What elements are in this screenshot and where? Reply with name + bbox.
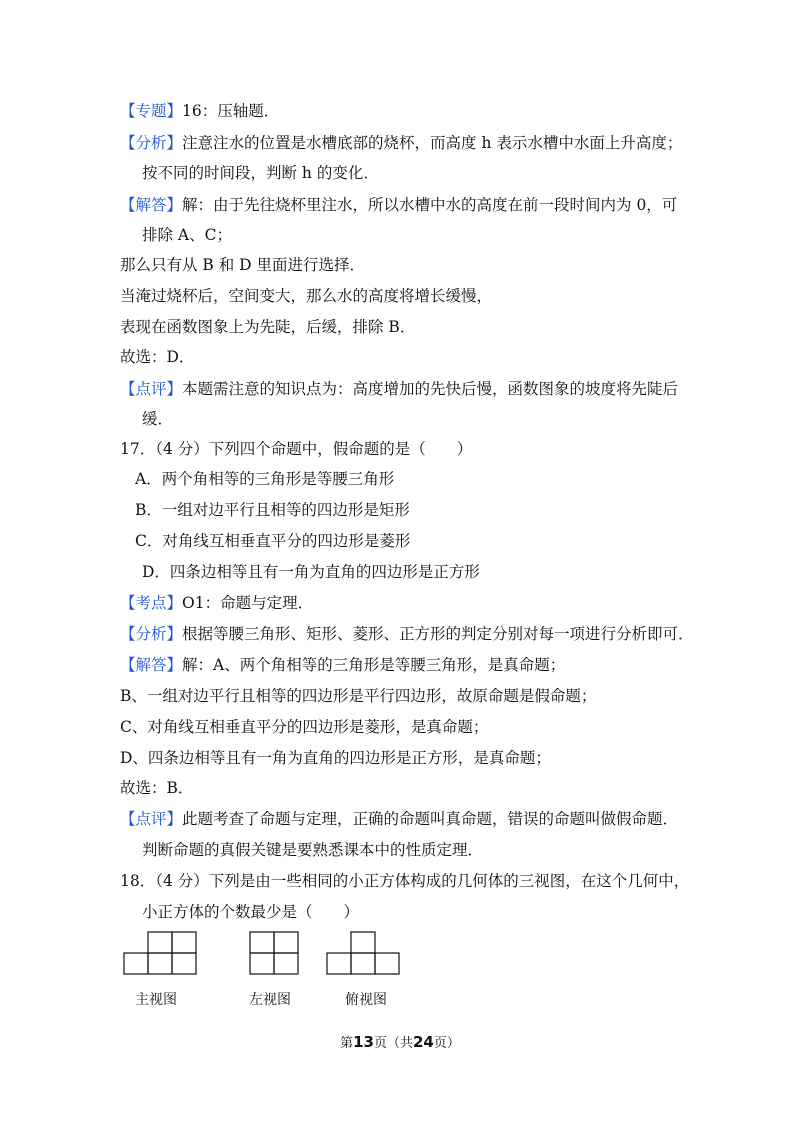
footer-prefix: 第 [340,1036,354,1051]
answer-text: 解：A、两个角相等的三角形是等腰三角形，是真命题； [182,656,566,674]
answer-text: 解：由于先往烧杯里注水，所以水槽中水的高度在前一段时间内为 0，可 [182,196,678,214]
topic-tag: 【专题】 [120,102,183,120]
analysis-line [120,623,694,645]
text-line: B、一组对边平行且相等的四边形是平行四边形，故原命题是假命题； [120,687,597,705]
top-view-figure [325,930,405,976]
left-view-figure [248,930,304,976]
comment-line [120,378,678,400]
footer-mid: 页（共 [373,1036,413,1051]
text-line: D、四条边相等且有一角为直角的四边形是正方形，是真命题； [120,749,551,767]
text-line: 那么只有从 B 和 D 里面进行选择． [120,256,366,274]
comment-cont: 缓． [142,410,174,428]
exam-point-text: O1：命题与定理． [182,594,314,612]
answer-tag: 【解答】 [120,196,183,214]
analysis-line [120,132,682,154]
front-view-figure [122,930,202,976]
analysis-tag: 【分析】 [120,625,183,643]
front-view-label: 主视图 [135,992,177,1008]
footer-total-pages: 24 [413,1033,434,1051]
topic-text: 16：压轴题． [182,102,280,120]
analysis-text: 根据等腰三角形、矩形、菱形、正方形的判定分别对每一项进行分析即可． [182,625,694,643]
text-line: 当淹过烧杯后，空间变大，那么水的高度将增长缓慢， [120,287,493,305]
topic-line [120,100,279,122]
comment-tag: 【点评】 [120,380,183,398]
comment-tag: 【点评】 [120,810,183,828]
analysis-text: 注意注水的位置是水槽底部的烧杯，而高度 h 表示水槽中水面上升高度； [182,134,683,152]
answer-cont: 排除 A、C； [142,226,232,244]
answer-line [120,194,677,216]
comment-text: 本题需注意的知识点为：高度增加的先快后慢，函数图象的坡度将先陡后 [182,380,679,398]
option-d: D．四条边相等且有一角为直角的四边形是正方形 [142,563,480,581]
comment-line [120,808,678,830]
analysis-cont: 按不同的时间段，判断 h 的变化． [142,164,379,182]
text-line: C、对角线互相垂直平分的四边形是菱形，是真命题； [120,718,489,736]
question-18: 18．（4 分）下列是由一些相同的小正方体构成的几何体的三视图，在这个几何中， [120,872,690,890]
top-view-label: 俯视图 [345,992,387,1008]
footer-suffix: 页） [433,1036,460,1051]
comment-cont: 判断命题的真假关键是要熟悉课本中的性质定理． [142,841,484,859]
question-17: 17．（4 分）下列四个命题中，假命题的是（ ） [120,440,473,458]
choice-line: 故选：D． [120,348,195,366]
analysis-tag: 【分析】 [120,134,183,152]
comment-text: 此题考查了命题与定理，正确的命题叫真命题，错误的命题叫做假命题． [182,810,679,828]
question-18-cont: 小正方体的个数最少是（ ） [142,903,360,921]
left-view-label: 左视图 [249,992,291,1008]
page-footer [0,1032,800,1051]
option-b: B．一组对边平行且相等的四边形是矩形 [135,501,410,519]
footer-page-number: 13 [353,1033,374,1051]
option-a: A．两个角相等的三角形是等腰三角形 [135,470,395,488]
text-line: 表现在函数图象上为先陡，后缓，排除 B． [120,318,416,336]
answer-tag: 【解答】 [120,656,183,674]
answer-line [120,654,565,676]
exam-point-tag: 【考点】 [120,594,183,612]
exam-point-line [120,592,313,614]
choice-line: 故选：B． [120,779,194,797]
option-c: C．对角线互相垂直平分的四边形是菱形 [135,532,411,550]
